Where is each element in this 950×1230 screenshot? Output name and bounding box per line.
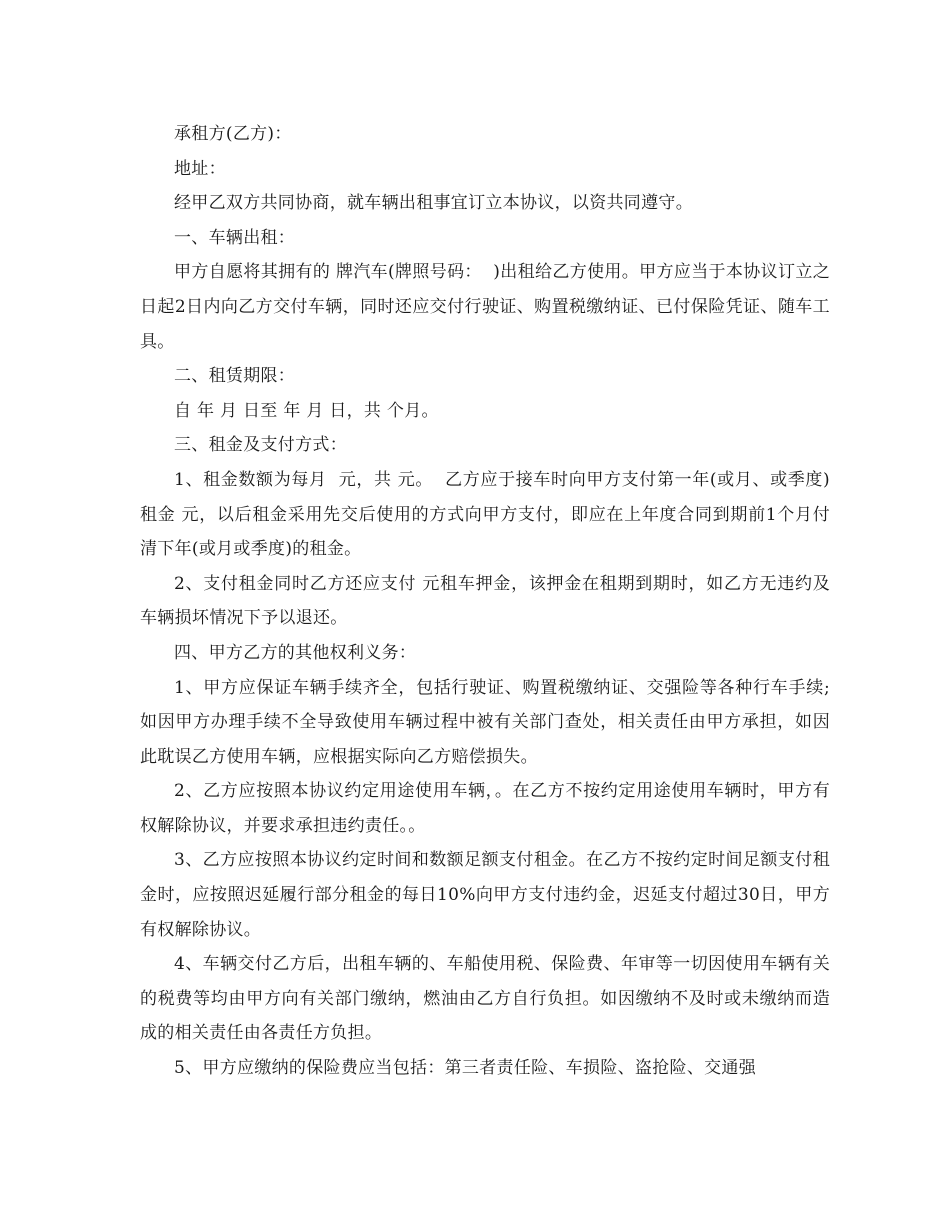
obligation-clause-4: 4、车辆交付乙方后，出租车辆的、车船使用税、保险费、年审等一切因使用车辆有关的税费等均由甲方向有关部门缴纳，燃油由乙方自行负担。如因缴纳不及时或未缴纳而造成的相关责任由各责任方负担。 [140, 954, 830, 1044]
obligation-clause-1: 1、甲方应保证车辆手续齐全，包括行驶证、购置税缴纳证、交强险等各种行车手续;如因甲方办理手续不全导致使用车辆过程中被有关部门查处，相关责任由甲方承担，如因此耽误乙方使用车辆，应根据实际向乙方赔偿损失。 [140, 677, 830, 767]
preamble-paragraph: 经甲乙双方共同协商，就车辆出租事宜订立本协议，以资共同遵守。 [174, 193, 693, 214]
section-heading-rent-payment: 三、租金及支付方式： [174, 435, 347, 456]
lease-term-clause: 自 年 月 日至 年 月 日，共 个月。 [174, 400, 439, 421]
section-heading-lease-term: 二、租赁期限： [174, 366, 296, 387]
contract-body [140, 117, 830, 1086]
address-line: 地址： [174, 158, 226, 179]
section-heading-vehicle-rental: 一、车辆出租： [174, 227, 296, 248]
section-heading-rights-obligations: 四、甲方乙方的其他权利义务： [174, 642, 417, 663]
tenant-party-line: 承租方(乙方)： [174, 124, 292, 144]
obligation-clause-2: 2、乙方应按照本协议约定用途使用车辆，。在乙方不按约定用途使用车辆时，甲方有权解除协议，并要求承担违约责任。。 [140, 781, 830, 836]
vehicle-rental-clause: 甲方自愿将其拥有的 牌汽车(牌照号码： )出租给乙方使用。甲方应当于本协议订立之日起2日内向乙方交付车辆，同时还应交付行驶证、购置税缴纳证、已付保险凭证、随车工具。 [140, 262, 830, 352]
rent-amount-clause: 1、租金数额为每月 元，共 元。 乙方应于接车时向甲方支付第一年(或月、或季度)租金 元，以后租金采用先交后使用的方式向甲方支付，即应在上年度合同到期前1个月付清下年(或月或季度)的租金。 [140, 469, 830, 560]
obligation-clause-3: 3、乙方应按照本协议约定时间和数额足额支付租金。在乙方不按约定时间足额支付租金时，应按照迟延履行部分租金的每日10%向甲方支付违约金，迟延支付超过30日，甲方有权解除协议。 [140, 850, 830, 940]
obligation-clause-5: 5、甲方应缴纳的保险费应当包括：第三者责任险、车损险、盗抢险、交通强 [174, 1058, 757, 1079]
deposit-clause: 2、支付租金同时乙方还应支付 元租车押金，该押金在租期到期时，如乙方无违约及车辆损坏情况下予以退还。 [140, 573, 830, 629]
